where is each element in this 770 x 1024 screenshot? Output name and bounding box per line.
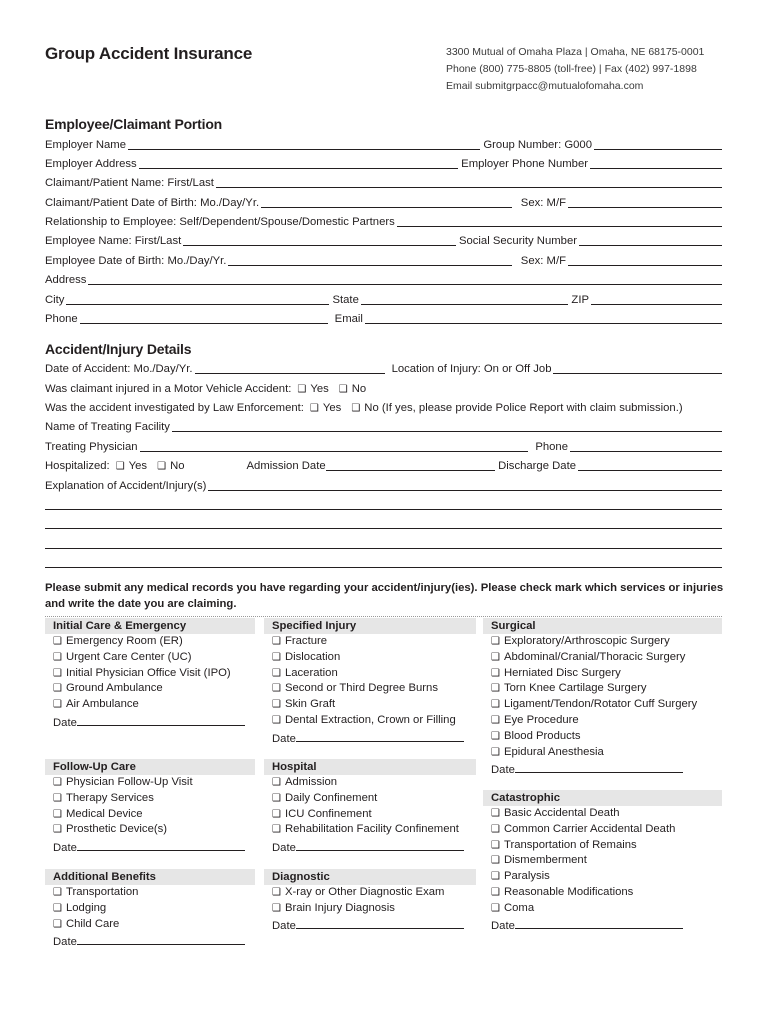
motor-vehicle-label: Was claimant injured in a Motor Vehicle Accident: [45,383,292,395]
employer-phone-label: Employer Phone Number [461,158,588,170]
zip-field[interactable] [591,304,722,305]
checkbox-icon: ❑ [272,902,281,914]
injury-checkbox[interactable]: ❑ Dismemberment [483,853,722,869]
checkbox-icon: ❑ [491,839,500,851]
motor-vehicle-row [45,380,722,396]
accident-section-title: Accident/Injury Details [45,341,192,357]
address-label: Address [45,274,87,286]
checkbox-icon: ❑ [53,636,62,647]
claimant-dob-label: Claimant/Patient Date of Birth: Mo./Day/Yr. [45,197,260,209]
diagnostic-group [264,869,476,932]
additional-benefits-group [45,869,255,948]
checkbox-icon: ❑ [491,636,500,647]
surgical-header: Surgical [483,618,722,634]
location-field[interactable] [553,373,722,374]
surgery-checkbox[interactable]: ❑ Blood Products [483,729,722,745]
service-checkbox[interactable]: ❑ X-ray or Other Diagnostic Exam [264,885,476,901]
date-field[interactable]: Date [45,713,255,729]
checkbox-icon: ❑ [491,699,500,711]
date-field[interactable]: Date [264,917,476,933]
employee-name-field[interactable] [183,245,456,246]
checkbox-icon: ❑ [491,714,500,726]
injury-checkbox[interactable]: ❑ Dislocation [264,650,476,666]
checkbox-icon: ❑ [53,792,62,804]
surgery-checkbox[interactable]: ❑ Ligament/Tendon/Rotator Cuff Surgery [483,697,722,713]
discharge-date-field[interactable] [578,470,722,471]
date-field[interactable]: Date [264,838,476,854]
city-field[interactable] [66,304,329,305]
admission-date-label: Admission Date [246,460,326,472]
employee-name-label: Employee Name: First/Last [45,235,182,247]
claimant-dob-field[interactable] [261,207,512,208]
hospitalized-yes[interactable]: ❑ Yes [115,460,148,472]
checkbox-icon: ❑ [53,667,62,679]
surgery-checkbox[interactable]: ❑ Herniated Disc Surgery [483,666,722,682]
motor-vehicle-yes[interactable]: ❑ Yes [297,383,329,395]
checkbox-icon: ❑ [272,699,281,711]
injury-checkbox[interactable]: ❑ Common Carrier Accidental Death [483,822,722,838]
accident-date-label: Date of Accident: Mo./Day/Yr. [45,363,193,375]
explanation-line-3[interactable] [45,528,722,529]
accident-date-field[interactable] [195,373,385,374]
city-row [45,291,722,307]
checkbox-icon: ❑ [338,384,348,395]
catastrophic-header: Catastrophic [483,790,722,806]
treating-facility-label: Name of Treating Facility [45,421,170,433]
email-label: Email [334,313,363,325]
injury-checkbox[interactable]: ❑ Skin Graft [264,697,476,713]
form-title: Group Accident Insurance [45,44,253,63]
phone-row [45,310,722,326]
email-field[interactable] [365,323,722,324]
additional-benefits-header: Additional Benefits [45,869,255,885]
group-number-field[interactable] [594,149,722,150]
surgical-group [483,618,722,776]
claimant-sex-label: Sex: M/F [520,197,566,209]
specified-injury-header: Specified Injury [264,618,476,634]
checkbox-icon: ❑ [491,683,500,695]
checkbox-icon: ❑ [309,403,319,414]
checkbox-icon: ❑ [491,667,500,679]
explanation-line-2[interactable] [45,509,722,510]
service-checkbox[interactable]: ❑ Child Care [45,917,255,933]
employer-phone-field[interactable] [590,168,722,169]
specified-injury-group [264,618,476,745]
physician-phone-field[interactable] [570,451,722,452]
ssn-label: Social Security Number [458,235,577,247]
catastrophic-group [483,790,722,932]
instructions-notice: Please submit any medical records you have regarding your accident/injury(ies). Please check mark which services or injuries and write the date you are claiming. [45,582,724,610]
service-checkbox[interactable]: ❑ Transportation [45,885,255,901]
employer-name-row [45,136,722,152]
motor-vehicle-no[interactable]: ❑ No [338,383,367,395]
hospitalized-row [45,457,722,473]
date-field[interactable]: Date [483,917,722,933]
employee-sex-field[interactable] [568,265,722,266]
claimant-dob-row [45,194,722,210]
checkbox-icon: ❑ [491,808,500,819]
employee-dob-label: Employee Date of Birth: Mo./Day/Yr. [45,255,227,267]
ssn-field[interactable] [579,245,722,246]
employer-address-row [45,155,722,171]
checkbox-icon: ❑ [272,808,281,820]
checkbox-icon: ❑ [272,636,281,647]
employer-address-label: Employer Address [45,158,137,170]
employee-dob-row [45,252,722,268]
service-checkbox[interactable]: ❑ Physician Follow-Up Visit [45,775,255,791]
checkbox-icon: ❑ [491,730,500,742]
surgery-checkbox[interactable]: ❑ Abdominal/Cranial/Thoracic Surgery [483,650,722,666]
checkbox-icon: ❑ [491,823,500,835]
physician-phone-label: Phone [535,441,568,453]
checkbox-icon: ❑ [491,871,500,883]
service-checkbox[interactable]: ❑ Initial Physician Office Visit (IPO) [45,666,255,682]
checkbox-icon: ❑ [272,824,281,836]
hospital-header: Hospital [264,759,476,775]
claimant-name-field[interactable] [216,187,722,188]
law-enforcement-yes[interactable]: ❑ Yes [309,402,342,414]
checkbox-icon: ❑ [272,714,281,726]
injury-checkbox[interactable]: ❑ Transportation of Remains [483,838,722,854]
employee-name-row [45,232,722,248]
date-field[interactable]: Date [483,760,722,776]
employee-dob-field[interactable] [228,265,511,266]
checkbox-icon: ❑ [297,384,307,395]
checkbox-icon: ❑ [491,886,500,898]
follow-up-header: Follow-Up Care [45,759,255,775]
checkbox-icon: ❑ [53,808,62,820]
injury-checkbox[interactable]: ❑ Fracture [264,634,476,650]
injury-checkbox[interactable]: ❑ Paralysis [483,869,722,885]
checkbox-icon: ❑ [272,667,281,679]
checkbox-icon: ❑ [272,651,281,663]
address-row [45,271,722,287]
location-label: Location of Injury: On or Off Job [391,363,552,375]
email-line: Email submitgrpacc@mutualofomaha.com [446,80,644,92]
employee-section-title: Employee/Claimant Portion [45,116,223,132]
checkbox-icon: ❑ [272,887,281,898]
employee-sex-label: Sex: M/F [520,255,566,267]
injury-checkbox[interactable]: ❑ Reasonable Modifications [483,885,722,901]
treating-physician-label: Treating Physician [45,441,138,453]
state-label: State [332,294,359,306]
service-checkbox[interactable]: ❑ Urgent Care Center (UC) [45,650,255,666]
checkbox-icon: ❑ [53,699,62,711]
address-field[interactable] [88,284,722,285]
injury-checkbox[interactable]: ❑ Coma [483,901,722,917]
date-field[interactable]: Date [264,729,476,745]
zip-label: ZIP [571,294,589,306]
explanation-line-4[interactable] [45,548,722,549]
checkbox-icon: ❑ [272,777,281,788]
claimant-sex-field[interactable] [568,207,722,208]
treating-facility-field[interactable] [172,431,722,432]
accident-date-row [45,360,722,376]
service-checkbox[interactable]: ❑ Admission [264,775,476,791]
checkbox-icon: ❑ [491,855,500,867]
service-checkbox[interactable]: ❑ Ground Ambulance [45,681,255,697]
service-checkbox[interactable]: ❑ Therapy Services [45,791,255,807]
injury-checkbox[interactable]: ❑ Basic Accidental Death [483,806,722,822]
checkbox-icon: ❑ [53,887,62,898]
claimant-name-label: Claimant/Patient Name: First/Last [45,177,214,189]
checkbox-icon: ❑ [53,651,62,663]
state-field[interactable] [361,304,569,305]
checkbox-icon: ❑ [491,651,500,663]
checkbox-icon: ❑ [491,746,500,758]
checkbox-icon: ❑ [53,902,62,914]
treating-facility-row [45,418,722,434]
checkbox-icon: ❑ [53,824,62,836]
employer-name-label: Employer Name [45,139,126,151]
surgery-checkbox[interactable]: ❑ Torn Knee Cartilage Surgery [483,681,722,697]
employer-address-field[interactable] [139,168,458,169]
checkbox-icon: ❑ [53,683,62,695]
hospital-group [264,759,476,854]
initial-care-header: Initial Care & Emergency [45,618,255,634]
claimant-name-row [45,174,722,190]
treating-physician-field[interactable] [140,451,529,452]
service-checkbox[interactable]: ❑ Daily Confinement [264,791,476,807]
group-number-label: Group Number: G000 [483,139,592,151]
city-label: City [45,294,65,306]
injury-checkbox[interactable]: ❑ Second or Third Degree Burns [264,681,476,697]
date-field[interactable]: Date [45,932,255,948]
checkbox-icon: ❑ [272,683,281,695]
discharge-date-label: Discharge Date [498,460,576,472]
relationship-label: Relationship to Employee: Self/Dependent/Spouse/Domestic Partners [45,216,395,228]
law-enforcement-label: Was the accident investigated by Law Enforcement: [45,402,304,414]
phone-label: Phone [45,313,78,325]
checkbox-icon: ❑ [272,792,281,804]
service-checkbox[interactable]: ❑ Brain Injury Diagnosis [264,901,476,917]
surgery-checkbox[interactable]: ❑ Eye Procedure [483,713,722,729]
checkbox-icon: ❑ [53,777,62,788]
explanation-line-5[interactable] [45,567,722,568]
initial-care-group [45,618,255,729]
service-checkbox[interactable]: ❑ Rehabilitation Facility Confinement [264,822,476,838]
checkbox-icon: ❑ [53,918,62,930]
surgery-checkbox[interactable]: ❑ Exploratory/Arthroscopic Surgery [483,634,722,650]
checkbox-icon: ❑ [115,461,125,472]
treating-physician-row [45,438,722,454]
checkbox-icon: ❑ [157,461,167,472]
surgery-checkbox[interactable]: ❑ Epidural Anesthesia [483,745,722,761]
service-checkbox[interactable]: ❑ Prosthetic Device(s) [45,822,255,838]
relationship-row [45,213,722,229]
phone-fax-line: Phone (800) 775-8805 (toll-free) | Fax (402) 997-1898 [446,63,697,75]
admission-date-field[interactable] [326,470,496,471]
law-enforcement-no[interactable]: ❑ No (If yes, please provide Police Report with claim submission.) [351,402,683,414]
explanation-row [45,477,722,493]
injury-checkbox[interactable]: ❑ Laceration [264,666,476,682]
service-checkbox[interactable]: ❑ ICU Confinement [264,807,476,823]
law-enforcement-row [45,399,722,415]
date-field[interactable]: Date [45,838,255,854]
injury-checkbox[interactable]: ❑ Dental Extraction, Crown or Filling [264,713,476,729]
service-checkbox[interactable]: ❑ Emergency Room (ER) [45,634,255,650]
relationship-field[interactable] [397,226,722,227]
explanation-field[interactable] [208,490,722,491]
service-checkbox[interactable]: ❑ Medical Device [45,807,255,823]
divider [45,616,722,617]
address-line: 3300 Mutual of Omaha Plaza | Omaha, NE 68175-0001 [446,46,705,58]
diagnostic-header: Diagnostic [264,869,476,885]
service-checkbox[interactable]: ❑ Air Ambulance [45,697,255,713]
service-checkbox[interactable]: ❑ Lodging [45,901,255,917]
hospitalized-no[interactable]: ❑ No [157,460,185,472]
follow-up-group [45,759,255,854]
checkbox-icon: ❑ [491,902,500,914]
explanation-label: Explanation of Accident/Injury(s) [45,480,207,492]
employer-name-field[interactable] [128,149,480,150]
checkbox-icon: ❑ [351,403,361,414]
hospitalized-label: Hospitalized: [45,460,110,472]
phone-field[interactable] [80,323,328,324]
